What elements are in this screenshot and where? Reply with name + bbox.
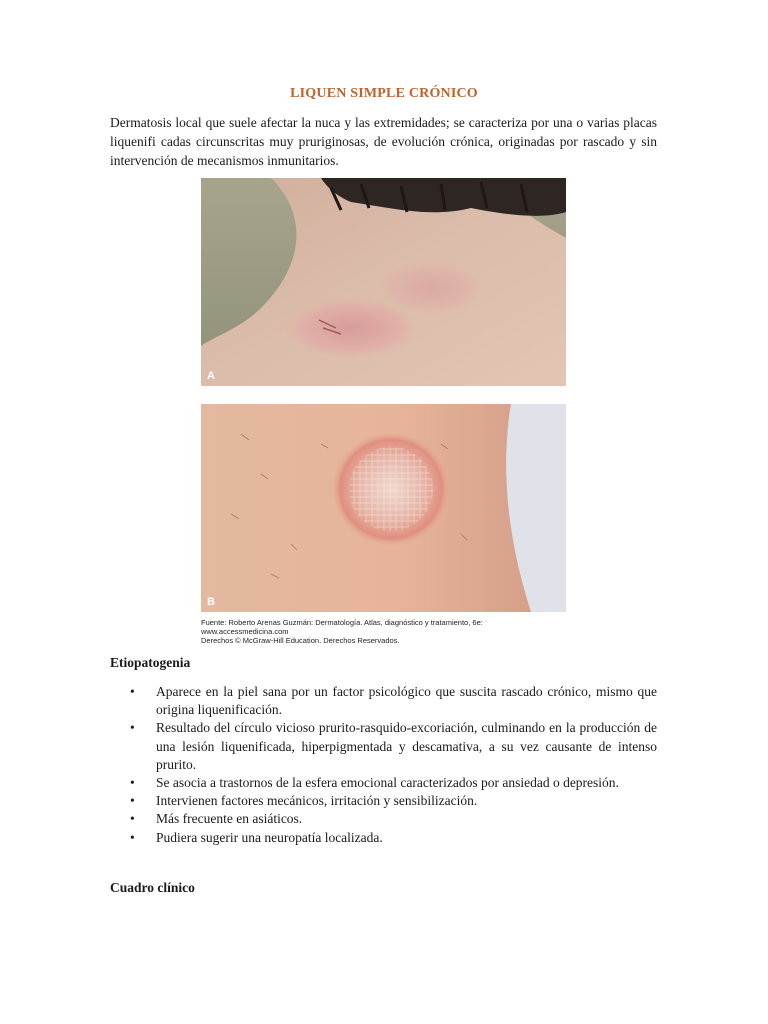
list-item: [110, 683, 657, 719]
bullet-marker: •: [130, 793, 135, 809]
heading-etiopatogenia: Etiopatogenia: [110, 655, 191, 670]
list-item-text: Pudiera sugerir una neuropatía localizada.: [156, 829, 383, 845]
list-item-text: Intervienen factores mecánicos, irritación y sensibilización.: [156, 793, 478, 809]
bullet-marker: •: [130, 829, 135, 845]
list-item: [110, 774, 657, 792]
heading-cuadro-clinico: Cuadro clínico: [110, 880, 195, 895]
credit-line-source: Fuente: Roberto Arenas Guzmán: Dermatología. Atlas, diagnóstico y tratamiento, 6e:: [201, 618, 483, 627]
etiopatogenia-list: [110, 683, 657, 847]
bullet-marker: •: [130, 775, 135, 791]
page-title: LIQUEN SIMPLE CRÓNICO: [290, 86, 478, 101]
list-item: [110, 792, 657, 810]
list-item: [110, 829, 657, 847]
plaque-illustration: [201, 404, 566, 612]
neck-lesion-illustration: [201, 178, 566, 386]
figure-a-neck-photo: [201, 178, 566, 386]
bullet-marker: •: [130, 720, 135, 736]
figure-b-label: B: [207, 596, 215, 608]
figure-credit: [201, 618, 566, 645]
bullet-marker: •: [130, 684, 135, 699]
list-item-text: Más frecuente en asiáticos.: [156, 811, 303, 827]
intro-paragraph: Dermatosis local que suele afectar la nuca y las extremidades; se caracteriza por una o varias placas liquenifi cadas circunscritas muy pruriginosas, de evolución crónica, originadas por rascado y sin intervención de mecanismos inmunitarios.: [110, 115, 657, 168]
bullet-marker: •: [130, 811, 135, 827]
list-item-text: Se asocia a trastornos de la esfera emocional caracterizados por ansiedad o depresión.: [156, 775, 619, 791]
list-item-text: Aparece en la piel sana por un factor psicológico que suscita rascado crónico, mismo que origina liquenificación.: [156, 684, 657, 718]
credit-line-rights: Derechos © McGraw-Hill Education. Derechos Reservados.: [201, 636, 400, 645]
figure-a-label: A: [207, 370, 215, 382]
list-item: [110, 719, 657, 774]
figure-b-plaque-photo: [201, 404, 566, 612]
credit-line-url: www.accessmedicina.com: [201, 627, 289, 636]
list-item-text: Resultado del círculo vicioso prurito-rasquido-excoriación, culminando en la producción de una lesión liquenificada, hiperpigmentada y descamativa, a su vez causante de intenso prurito.: [156, 720, 657, 772]
list-item: [110, 810, 657, 828]
